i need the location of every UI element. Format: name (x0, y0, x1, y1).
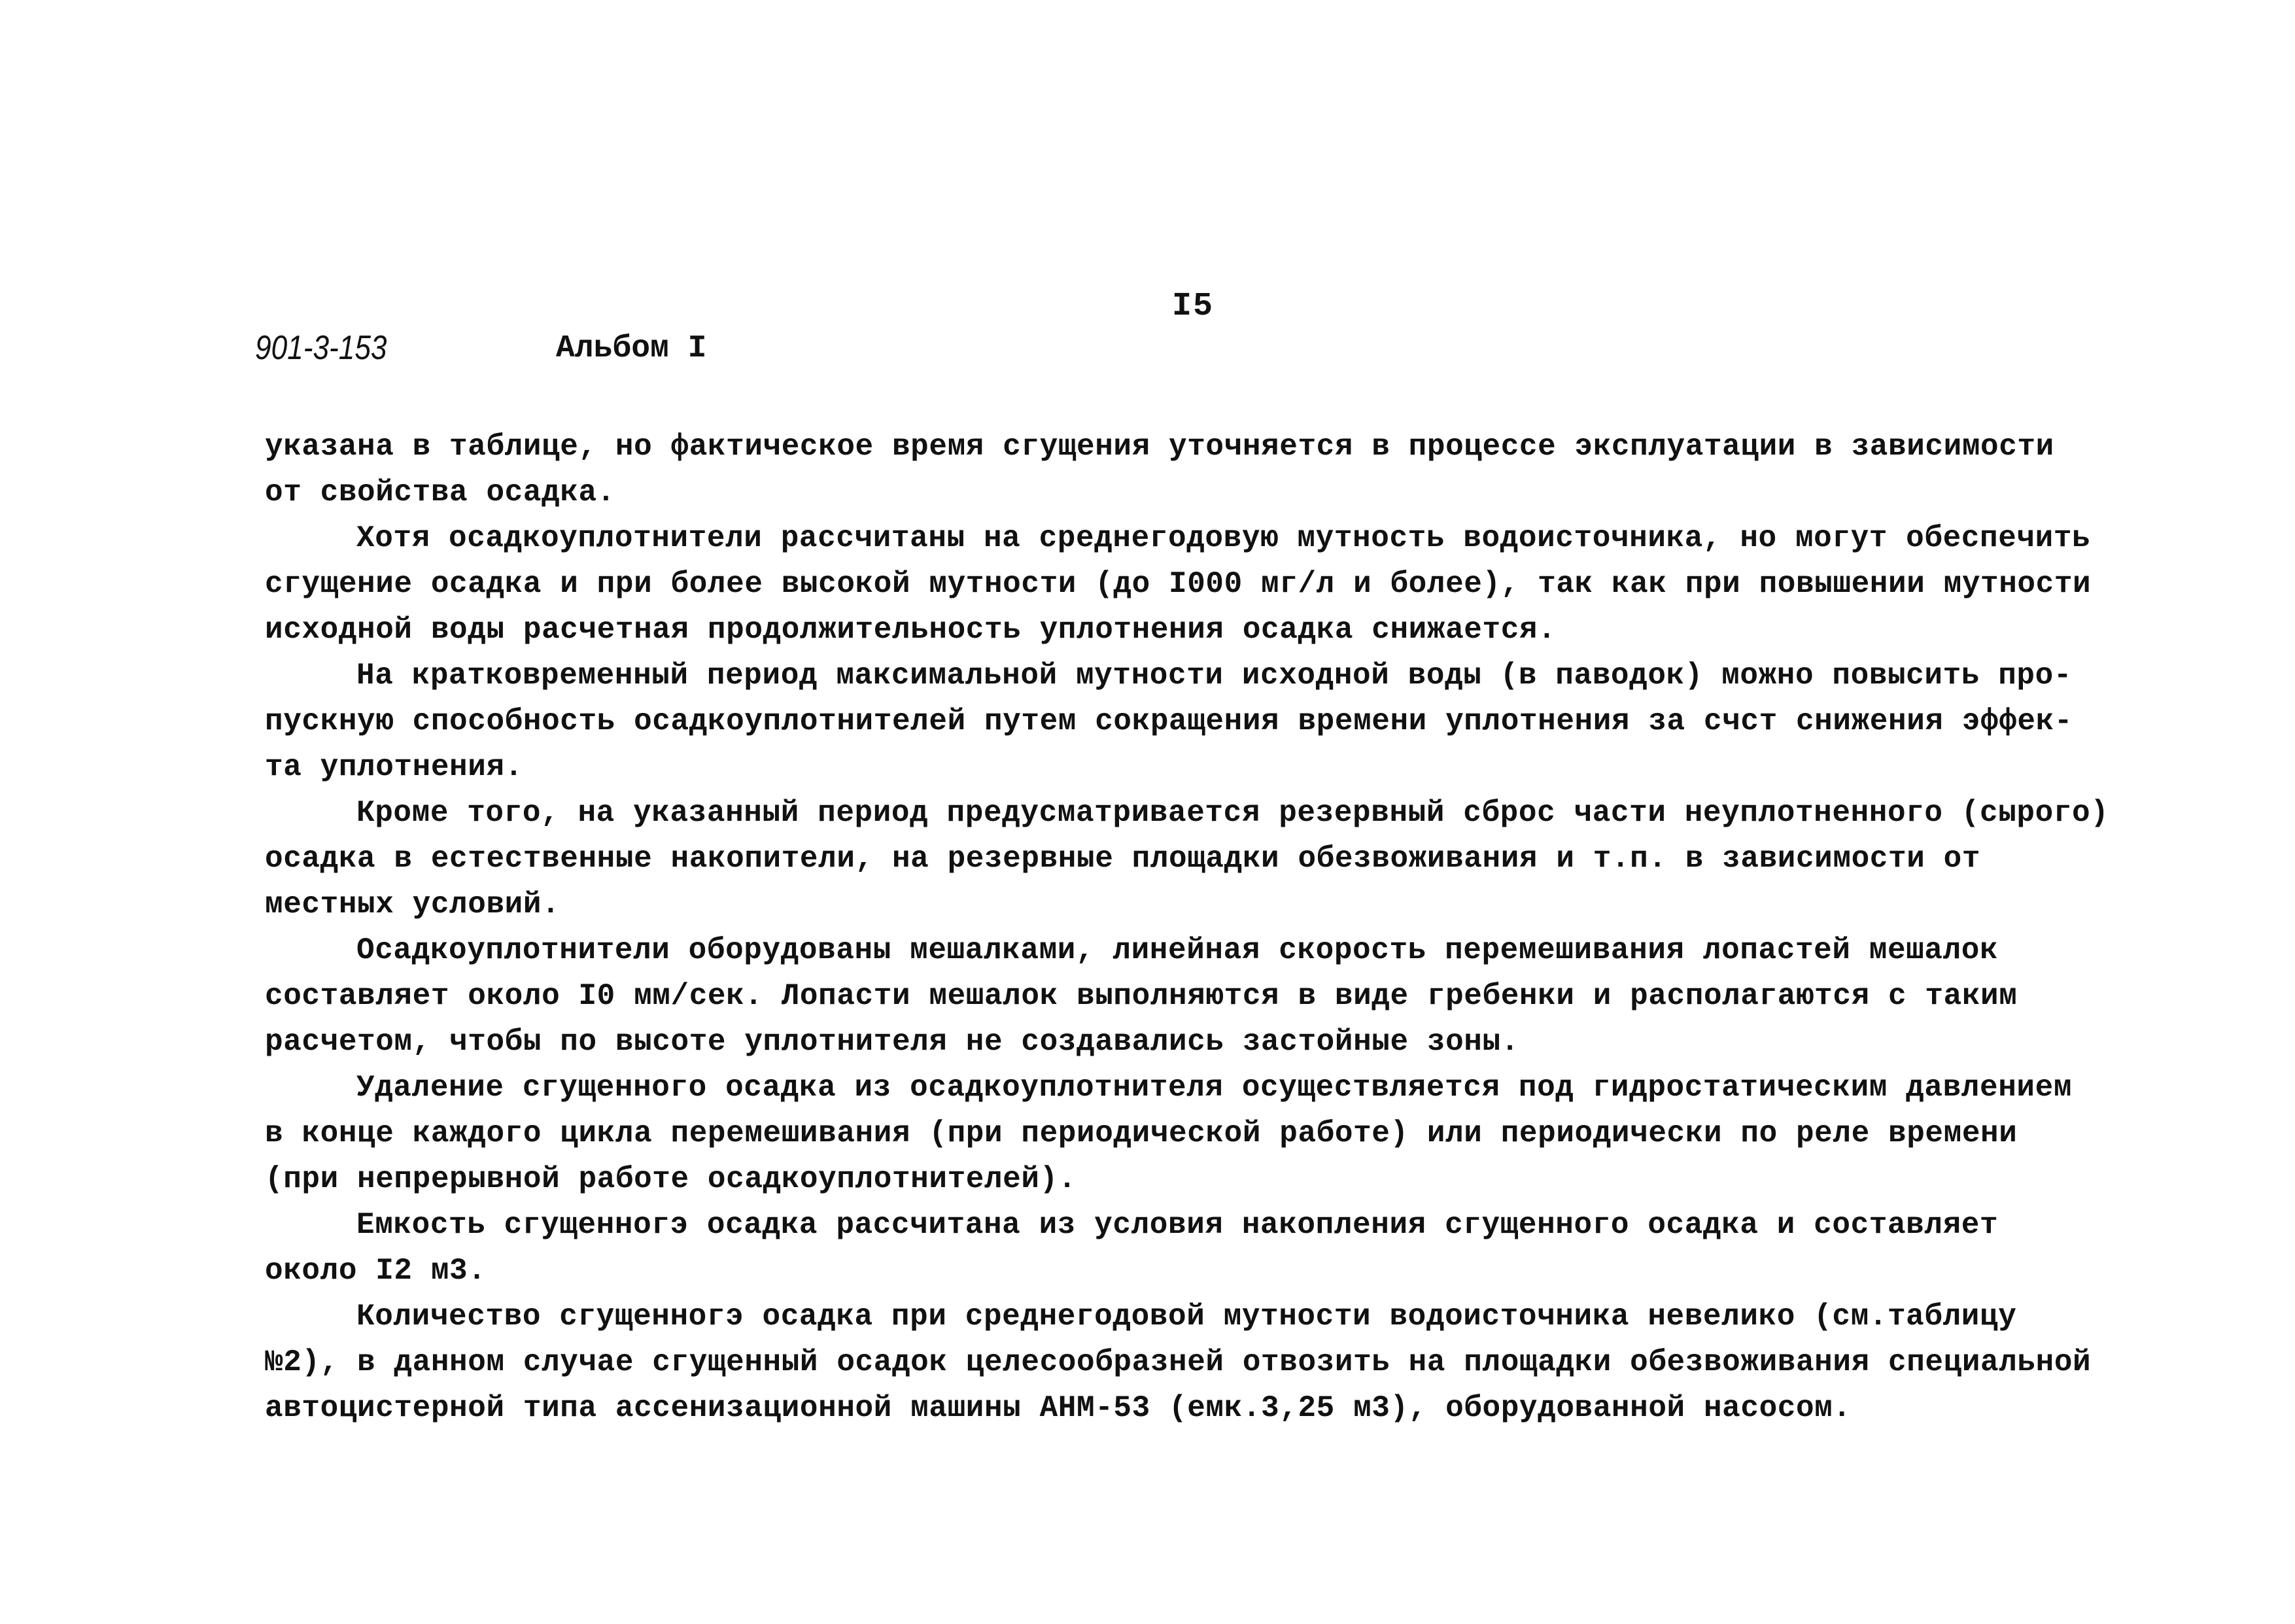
text-line: местных условий. (265, 888, 561, 922)
body-text (265, 424, 2162, 1431)
text-line: Емкость сгущенногэ осадка рассчитана из условия накопления сгущенного осадка и составляет (356, 1208, 1999, 1242)
page-number: I5 (1172, 288, 1215, 325)
text-line: около I2 м3. (265, 1254, 487, 1288)
text-line: от свойства осадка. (265, 475, 615, 510)
text-line: та уплотнения. (265, 750, 523, 784)
text-line: Осадкоуплотнители оборудованы мешалками, линейная скорость перемешивания лопастей мешалок (356, 933, 1999, 967)
text-line: указана в таблице, но фактическое время сгущения уточняется в процессе эксплуатации в зависимости (265, 430, 2054, 464)
text-line: пускную способность осадкоуплотнителей путем сокращения времени уплотнения за счст снижения эффек- (265, 704, 2073, 738)
text-line: (при непрерывной работе осадкоуплотнителей). (265, 1162, 1077, 1196)
text-line: в конце каждого цикла перемешивания (при периодической работе) или периодически по реле времени (265, 1116, 2018, 1150)
text-line: осадка в естественные накопители, на резервные площадки обезвоживания и т.п. в зависимости от (265, 842, 1981, 876)
text-line: расчетом, чтобы по высоте уплотнителя не создавались застойные зоны. (265, 1025, 1519, 1059)
text-line: сгущение осадка и при более высокой мутности (до I000 мг/л и более), так как при повышении мутности (265, 567, 2092, 601)
text-line: исходной воды расчетная продолжительность уплотнения осадка снижается. (265, 613, 1557, 647)
document-code: 901-3-153 (255, 329, 387, 367)
text-line: составляет около I0 мм/сек. Лопасти мешалок выполняются в виде гребенки и располагаются с таким (265, 979, 2018, 1013)
text-line: Количество сгущенногэ осадка при среднегодовой мутности водоисточника невелико (см.таблицу (356, 1300, 2017, 1334)
text-line: Кроме того, на указанный период предусматривается резервный сброс части неуплотненного (сырого) (356, 796, 2109, 830)
album-label: Альбом I (556, 331, 707, 366)
text-line: Хотя осадкоуплотнители рассчитаны на среднегодовую мутность водоисточника, но могут обеспечить (356, 521, 2091, 555)
text-line: №2), в данном случае сгущенный осадок целесообразней отвозить на площадки обезвоживания специальной (265, 1345, 2092, 1379)
text-line: Удаление сгущенного осадка из осадкоуплотнителя осуществляется под гидростатическим давлением (356, 1071, 2073, 1105)
text-line: автоцистерной типа ассенизационной машины АНМ-53 (емк.3,25 м3), оборудованной насосом. (265, 1391, 1852, 1425)
text-line: На кратковременный период максимальной мутности исходной воды (в паводок) можно повысить про- (356, 659, 2073, 693)
